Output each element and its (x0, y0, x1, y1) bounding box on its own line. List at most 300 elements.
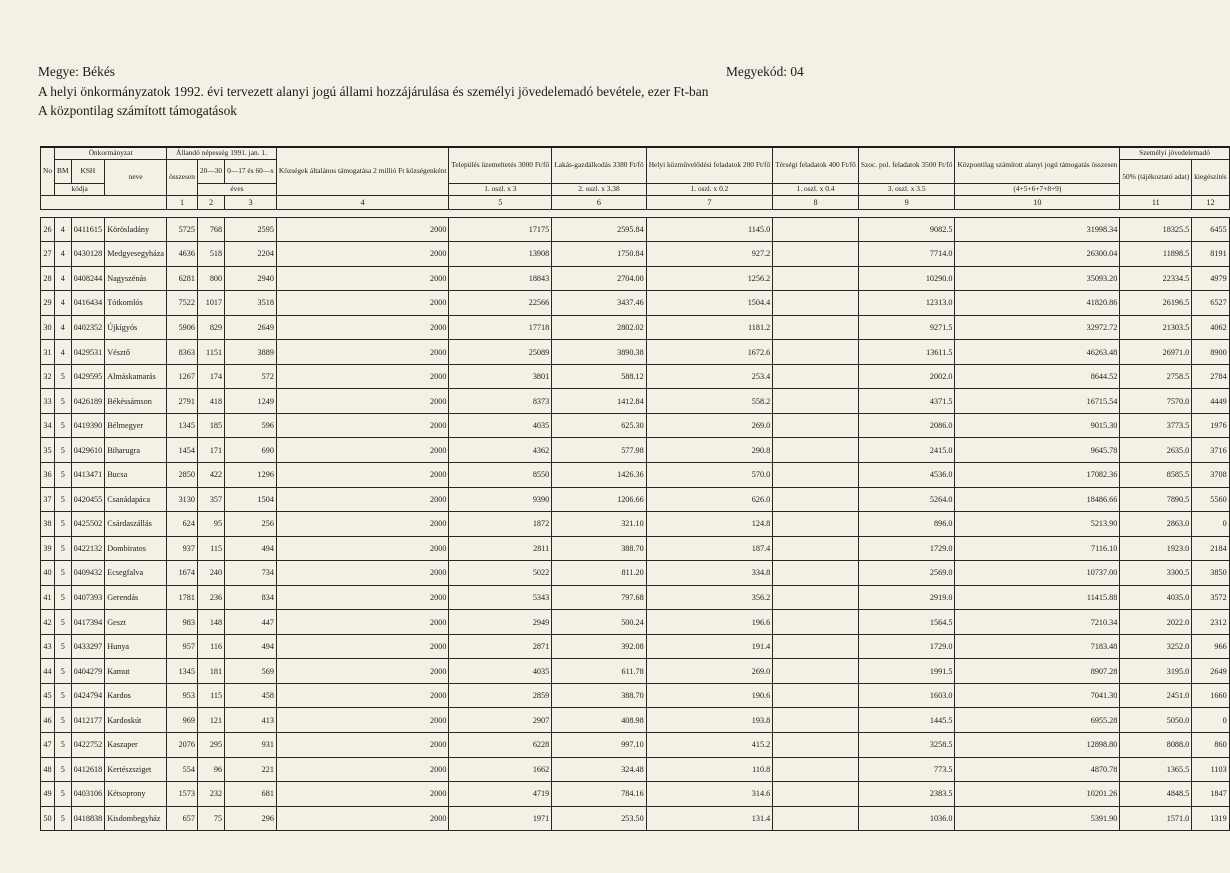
population-total-cell: 624 (167, 512, 198, 537)
municipality-name-cell: Almáskamarás (105, 364, 167, 389)
municipality-name-cell: Bélmegyer (105, 413, 167, 438)
central-support-total-cell: 8644.52 (955, 364, 1120, 389)
header-col8: Térségi feladatok 400 Ft/fő (773, 147, 859, 183)
table-row (41, 610, 1230, 635)
header-nepesseg: Állandó népesség 1991. jan. 1. (167, 147, 277, 159)
regional-tasks-cell (773, 536, 859, 561)
population-0-17-60plus-cell: 1504 (225, 487, 277, 512)
settlement-operation-cell: 18843 (449, 266, 552, 291)
village-support-cell: 2000 (276, 536, 448, 561)
population-0-17-60plus-cell: 931 (225, 732, 277, 757)
local-culture-cell: 187.4 (646, 536, 773, 561)
local-culture-cell: 356.2 (646, 585, 773, 610)
population-0-17-60plus-cell: 2595 (225, 217, 277, 242)
document-header (38, 62, 1118, 121)
local-culture-cell: 334.8 (646, 561, 773, 586)
column-number: 6 (552, 195, 647, 209)
local-culture-cell: 269.0 (646, 659, 773, 684)
village-support-cell: 2000 (276, 782, 448, 807)
table-row (41, 438, 1230, 463)
settlement-operation-cell: 1872 (449, 512, 552, 537)
bm-code-cell: 5 (55, 683, 72, 708)
central-support-total-cell: 11415.88 (955, 585, 1120, 610)
central-support-total-cell: 10737.00 (955, 561, 1120, 586)
housing-cell: 1412.84 (552, 389, 647, 414)
local-culture-cell: 290.8 (646, 438, 773, 463)
population-20-30-cell: 236 (197, 585, 224, 610)
settlement-operation-cell: 2871 (449, 634, 552, 659)
settlement-operation-cell: 9390 (449, 487, 552, 512)
population-20-30-cell: 829 (197, 315, 224, 340)
population-total-cell: 2791 (167, 389, 198, 414)
population-total-cell: 1573 (167, 782, 198, 807)
municipality-name-cell: Újkígyós (105, 315, 167, 340)
population-total-cell: 8363 (167, 340, 198, 365)
row-no-cell: 32 (41, 364, 55, 389)
local-culture-cell: 558.2 (646, 389, 773, 414)
table-row (41, 413, 1230, 438)
row-no-cell: 35 (41, 438, 55, 463)
header-col5-formula: 1. oszl. x 3 (449, 183, 552, 195)
regional-tasks-cell (773, 487, 859, 512)
table-row (41, 487, 1230, 512)
header-onkormanyzat: Önkormányzat (55, 147, 167, 159)
header-col9: Szoc. pol. feladatok 3500 Ft/fő (858, 147, 955, 183)
ksh-code-cell: 0412618 (71, 757, 105, 782)
pit-supplement-cell: 3572 (1192, 585, 1229, 610)
social-policy-cell: 2086.0 (858, 413, 955, 438)
ksh-code-cell: 0404279 (71, 659, 105, 684)
regional-tasks-cell (773, 438, 859, 463)
population-0-17-60plus-cell: 834 (225, 585, 277, 610)
housing-cell: 388.70 (552, 536, 647, 561)
population-0-17-60plus-cell: 2204 (225, 242, 277, 267)
population-total-cell: 3130 (167, 487, 198, 512)
row-no-cell: 26 (41, 217, 55, 242)
central-support-total-cell: 9645.78 (955, 438, 1120, 463)
column-number: 8 (773, 195, 859, 209)
population-20-30-cell: 121 (197, 708, 224, 733)
pit-50-percent-cell: 5050.0 (1120, 708, 1192, 733)
bm-code-cell: 4 (55, 291, 72, 316)
bm-code-cell: 4 (55, 266, 72, 291)
settlement-operation-cell: 5343 (449, 585, 552, 610)
row-no-cell: 38 (41, 512, 55, 537)
bm-code-cell: 5 (55, 389, 72, 414)
municipality-name-cell: Medgyesegyháza (105, 242, 167, 267)
header-szja: Személyi jövedelemadó (1120, 147, 1229, 159)
pit-50-percent-cell: 2451.0 (1120, 683, 1192, 708)
housing-cell: 1426.36 (552, 462, 647, 487)
social-policy-cell: 773.5 (858, 757, 955, 782)
row-no-cell: 45 (41, 683, 55, 708)
header-col10-formula: (4+5+6+7+8+9) (955, 183, 1120, 195)
housing-cell: 997.10 (552, 732, 647, 757)
population-0-17-60plus-cell: 1296 (225, 462, 277, 487)
header-col10: Központilag számított alanyi jogú támogatás összesen (955, 147, 1120, 183)
central-support-total-cell: 18486.66 (955, 487, 1120, 512)
social-policy-cell: 2002.0 (858, 364, 955, 389)
column-number: 2 (197, 195, 224, 209)
table-row (41, 585, 1230, 610)
population-total-cell: 5906 (167, 315, 198, 340)
social-policy-cell: 5264.0 (858, 487, 955, 512)
row-no-cell: 39 (41, 536, 55, 561)
village-support-cell: 2000 (276, 487, 448, 512)
population-0-17-60plus-cell: 572 (225, 364, 277, 389)
column-number: 1 (167, 195, 198, 209)
population-20-30-cell: 768 (197, 217, 224, 242)
ksh-code-cell: 0422752 (71, 732, 105, 757)
central-support-total-cell: 46263.48 (955, 340, 1120, 365)
document-title: A helyi önkormányzatok 1992. évi tervezett alanyi jogú állami hozzájárulása és személyi jövedelemadó bevétele, ezer Ft-ban (38, 83, 709, 99)
social-policy-cell: 2569.0 (858, 561, 955, 586)
header-age-0-17: 0—17 és 60—x (225, 159, 277, 183)
settlement-operation-cell: 2907 (449, 708, 552, 733)
row-no-cell: 43 (41, 634, 55, 659)
table-row (41, 634, 1230, 659)
header-col9-formula: 3. oszl. x 3.5 (858, 183, 955, 195)
pit-supplement-cell: 5560 (1192, 487, 1229, 512)
village-support-cell: 2000 (276, 315, 448, 340)
central-support-total-cell: 26300.04 (955, 242, 1120, 267)
population-0-17-60plus-cell: 221 (225, 757, 277, 782)
pit-50-percent-cell: 18325.5 (1120, 217, 1192, 242)
municipality-name-cell: Kamut (105, 659, 167, 684)
regional-tasks-cell (773, 364, 859, 389)
bm-code-cell: 5 (55, 782, 72, 807)
population-total-cell: 7522 (167, 291, 198, 316)
population-20-30-cell: 116 (197, 634, 224, 659)
pit-supplement-cell: 2312 (1192, 610, 1229, 635)
village-support-cell: 2000 (276, 413, 448, 438)
pit-50-percent-cell: 26196.5 (1120, 291, 1192, 316)
regional-tasks-cell (773, 389, 859, 414)
pit-supplement-cell: 4449 (1192, 389, 1229, 414)
population-20-30-cell: 1017 (197, 291, 224, 316)
data-table (40, 146, 1230, 831)
column-number-row (41, 195, 1230, 209)
social-policy-cell: 1564.5 (858, 610, 955, 635)
local-culture-cell: 415.2 (646, 732, 773, 757)
pit-50-percent-cell: 7890.5 (1120, 487, 1192, 512)
county-code: Megyekód: 04 (726, 64, 804, 79)
central-support-total-cell: 7041.30 (955, 683, 1120, 708)
local-culture-cell: 253.4 (646, 364, 773, 389)
ksh-code-cell: 0411615 (71, 217, 105, 242)
municipality-name-cell: Dombiratos (105, 536, 167, 561)
central-support-total-cell: 17082.36 (955, 462, 1120, 487)
housing-cell: 577.98 (552, 438, 647, 463)
row-no-cell: 29 (41, 291, 55, 316)
municipality-name-cell: Csárdaszállás (105, 512, 167, 537)
ksh-code-cell: 0412177 (71, 708, 105, 733)
bm-code-cell: 5 (55, 634, 72, 659)
pit-supplement-cell: 2184 (1192, 536, 1229, 561)
row-no-cell: 30 (41, 315, 55, 340)
column-number: 9 (858, 195, 955, 209)
village-support-cell: 2000 (276, 732, 448, 757)
pit-supplement-cell: 3716 (1192, 438, 1229, 463)
column-number: 11 (1120, 195, 1192, 209)
table-body (41, 217, 1230, 831)
housing-cell: 2802.02 (552, 315, 647, 340)
social-policy-cell: 2919.0 (858, 585, 955, 610)
header-no: No (41, 147, 55, 195)
social-policy-cell: 10290.0 (858, 266, 955, 291)
table-row (41, 659, 1230, 684)
regional-tasks-cell (773, 585, 859, 610)
table-row (41, 757, 1230, 782)
settlement-operation-cell: 3801 (449, 364, 552, 389)
ksh-code-cell: 0422132 (71, 536, 105, 561)
village-support-cell: 2000 (276, 659, 448, 684)
village-support-cell: 2000 (276, 561, 448, 586)
row-no-cell: 27 (41, 242, 55, 267)
population-0-17-60plus-cell: 2940 (225, 266, 277, 291)
pit-supplement-cell: 4979 (1192, 266, 1229, 291)
population-total-cell: 1781 (167, 585, 198, 610)
central-support-total-cell: 35093.20 (955, 266, 1120, 291)
central-support-total-cell: 10201.26 (955, 782, 1120, 807)
municipality-name-cell: Hunya (105, 634, 167, 659)
social-policy-cell: 12313.0 (858, 291, 955, 316)
ksh-code-cell: 0402352 (71, 315, 105, 340)
village-support-cell: 2000 (276, 242, 448, 267)
village-support-cell: 2000 (276, 266, 448, 291)
municipality-name-cell: Békéssámson (105, 389, 167, 414)
central-support-total-cell: 7116.10 (955, 536, 1120, 561)
pit-50-percent-cell: 4035.0 (1120, 585, 1192, 610)
population-20-30-cell: 148 (197, 610, 224, 635)
bm-code-cell: 5 (55, 536, 72, 561)
bm-code-cell: 4 (55, 340, 72, 365)
document-subtitle: A központilag számított támogatások (38, 103, 237, 118)
table-row (41, 242, 1230, 267)
population-0-17-60plus-cell: 1249 (225, 389, 277, 414)
population-20-30-cell: 181 (197, 659, 224, 684)
population-total-cell: 957 (167, 634, 198, 659)
regional-tasks-cell (773, 683, 859, 708)
local-culture-cell: 196.6 (646, 610, 773, 635)
central-support-total-cell: 4870.78 (955, 757, 1120, 782)
local-culture-cell: 190.6 (646, 683, 773, 708)
central-support-total-cell: 5213.90 (955, 512, 1120, 537)
housing-cell: 324.48 (552, 757, 647, 782)
pit-supplement-cell: 860 (1192, 732, 1229, 757)
municipality-name-cell: Biharugra (105, 438, 167, 463)
ksh-code-cell: 0407393 (71, 585, 105, 610)
municipality-name-cell: Vésztő (105, 340, 167, 365)
social-policy-cell: 13611.5 (858, 340, 955, 365)
column-number: 10 (955, 195, 1120, 209)
ksh-code-cell: 0429595 (71, 364, 105, 389)
settlement-operation-cell: 13908 (449, 242, 552, 267)
population-20-30-cell: 422 (197, 462, 224, 487)
pit-50-percent-cell: 26971.0 (1120, 340, 1192, 365)
regional-tasks-cell (773, 340, 859, 365)
population-0-17-60plus-cell: 458 (225, 683, 277, 708)
social-policy-cell: 9271.5 (858, 315, 955, 340)
table-row (41, 512, 1230, 537)
municipality-name-cell: Ecsegfalva (105, 561, 167, 586)
population-20-30-cell: 240 (197, 561, 224, 586)
municipality-name-cell: Kardos (105, 683, 167, 708)
population-20-30-cell: 1151 (197, 340, 224, 365)
table-row (41, 389, 1230, 414)
social-policy-cell: 1445.5 (858, 708, 955, 733)
pit-50-percent-cell: 1571.0 (1120, 806, 1192, 831)
header-ksh: KSH (71, 159, 105, 183)
row-no-cell: 47 (41, 732, 55, 757)
population-total-cell: 969 (167, 708, 198, 733)
settlement-operation-cell: 1662 (449, 757, 552, 782)
pit-50-percent-cell: 4848.5 (1120, 782, 1192, 807)
population-20-30-cell: 115 (197, 536, 224, 561)
central-support-total-cell: 16715.54 (955, 389, 1120, 414)
regional-tasks-cell (773, 806, 859, 831)
municipality-name-cell: Tótkomlós (105, 291, 167, 316)
population-total-cell: 6281 (167, 266, 198, 291)
ksh-code-cell: 0419390 (71, 413, 105, 438)
local-culture-cell: 193.8 (646, 708, 773, 733)
header-col12: kiegészítés (1192, 159, 1229, 195)
ksh-code-cell: 0403106 (71, 782, 105, 807)
ksh-code-cell: 0418838 (71, 806, 105, 831)
municipality-name-cell: Gerendás (105, 585, 167, 610)
population-total-cell: 937 (167, 536, 198, 561)
village-support-cell: 2000 (276, 389, 448, 414)
social-policy-cell: 4536.0 (858, 462, 955, 487)
pit-supplement-cell: 1976 (1192, 413, 1229, 438)
population-0-17-60plus-cell: 690 (225, 438, 277, 463)
village-support-cell: 2000 (276, 291, 448, 316)
table-row (41, 708, 1230, 733)
ksh-code-cell: 0424794 (71, 683, 105, 708)
housing-cell: 1750.84 (552, 242, 647, 267)
population-20-30-cell: 295 (197, 732, 224, 757)
housing-cell: 588.12 (552, 364, 647, 389)
table-row (41, 291, 1230, 316)
bm-code-cell: 5 (55, 413, 72, 438)
central-support-total-cell: 12898.80 (955, 732, 1120, 757)
pit-50-percent-cell: 2758.5 (1120, 364, 1192, 389)
pit-supplement-cell: 4062 (1192, 315, 1229, 340)
settlement-operation-cell: 6228 (449, 732, 552, 757)
header-kodja: kódja (55, 183, 105, 195)
local-culture-cell: 131.4 (646, 806, 773, 831)
housing-cell: 2595.84 (552, 217, 647, 242)
bm-code-cell: 5 (55, 462, 72, 487)
settlement-operation-cell: 4362 (449, 438, 552, 463)
population-total-cell: 2076 (167, 732, 198, 757)
header-bm: BM (55, 159, 72, 183)
table-row (41, 782, 1230, 807)
village-support-cell: 2000 (276, 806, 448, 831)
table-row (41, 536, 1230, 561)
population-0-17-60plus-cell: 681 (225, 782, 277, 807)
social-policy-cell: 1729.0 (858, 634, 955, 659)
regional-tasks-cell (773, 782, 859, 807)
housing-cell: 321.10 (552, 512, 647, 537)
central-support-total-cell: 7210.34 (955, 610, 1120, 635)
central-support-total-cell: 31998.34 (955, 217, 1120, 242)
municipality-name-cell: Bucsa (105, 462, 167, 487)
central-support-total-cell: 7183.48 (955, 634, 1120, 659)
settlement-operation-cell: 4035 (449, 413, 552, 438)
population-total-cell: 2850 (167, 462, 198, 487)
population-0-17-60plus-cell: 596 (225, 413, 277, 438)
central-support-total-cell: 6955.28 (955, 708, 1120, 733)
housing-cell: 408.98 (552, 708, 647, 733)
header-eves: éves (197, 183, 276, 195)
housing-cell: 3437.46 (552, 291, 647, 316)
header-col4: Községek általános támogatása 2 millió Ft községenként (276, 147, 448, 195)
pit-50-percent-cell: 7570.0 (1120, 389, 1192, 414)
bm-code-cell: 4 (55, 315, 72, 340)
pit-supplement-cell: 3708 (1192, 462, 1229, 487)
row-no-cell: 40 (41, 561, 55, 586)
population-0-17-60plus-cell: 256 (225, 512, 277, 537)
population-20-30-cell: 800 (197, 266, 224, 291)
local-culture-cell: 927.2 (646, 242, 773, 267)
local-culture-cell: 626.0 (646, 487, 773, 512)
village-support-cell: 2000 (276, 340, 448, 365)
municipality-name-cell: Geszt (105, 610, 167, 635)
pit-supplement-cell: 1660 (1192, 683, 1229, 708)
settlement-operation-cell: 25089 (449, 340, 552, 365)
population-total-cell: 983 (167, 610, 198, 635)
population-20-30-cell: 171 (197, 438, 224, 463)
social-policy-cell: 2415.0 (858, 438, 955, 463)
municipality-name-cell: Kaszaper (105, 732, 167, 757)
local-culture-cell: 1145.0 (646, 217, 773, 242)
village-support-cell: 2000 (276, 634, 448, 659)
local-culture-cell: 314.6 (646, 782, 773, 807)
population-total-cell: 1454 (167, 438, 198, 463)
central-support-total-cell: 9015.30 (955, 413, 1120, 438)
column-number: 5 (449, 195, 552, 209)
table-row (41, 364, 1230, 389)
population-20-30-cell: 185 (197, 413, 224, 438)
ksh-code-cell: 0413471 (71, 462, 105, 487)
social-policy-cell: 1603.0 (858, 683, 955, 708)
municipality-name-cell: Körösladány (105, 217, 167, 242)
bm-code-cell: 4 (55, 217, 72, 242)
pit-50-percent-cell: 22334.5 (1120, 266, 1192, 291)
housing-cell: 811.20 (552, 561, 647, 586)
housing-cell: 1206.66 (552, 487, 647, 512)
settlement-operation-cell: 17175 (449, 217, 552, 242)
pit-supplement-cell: 966 (1192, 634, 1229, 659)
regional-tasks-cell (773, 610, 859, 635)
local-culture-cell: 191.4 (646, 634, 773, 659)
bm-code-cell: 5 (55, 438, 72, 463)
pit-supplement-cell: 1103 (1192, 757, 1229, 782)
population-20-30-cell: 418 (197, 389, 224, 414)
population-20-30-cell: 75 (197, 806, 224, 831)
regional-tasks-cell (773, 291, 859, 316)
central-support-total-cell: 41820.86 (955, 291, 1120, 316)
population-total-cell: 953 (167, 683, 198, 708)
regional-tasks-cell (773, 708, 859, 733)
column-number: 3 (225, 195, 277, 209)
column-number: 12 (1192, 195, 1229, 209)
municipality-name-cell: Kétsoprony (105, 782, 167, 807)
municipality-name-cell: Nagyszénás (105, 266, 167, 291)
regional-tasks-cell (773, 634, 859, 659)
village-support-cell: 2000 (276, 708, 448, 733)
